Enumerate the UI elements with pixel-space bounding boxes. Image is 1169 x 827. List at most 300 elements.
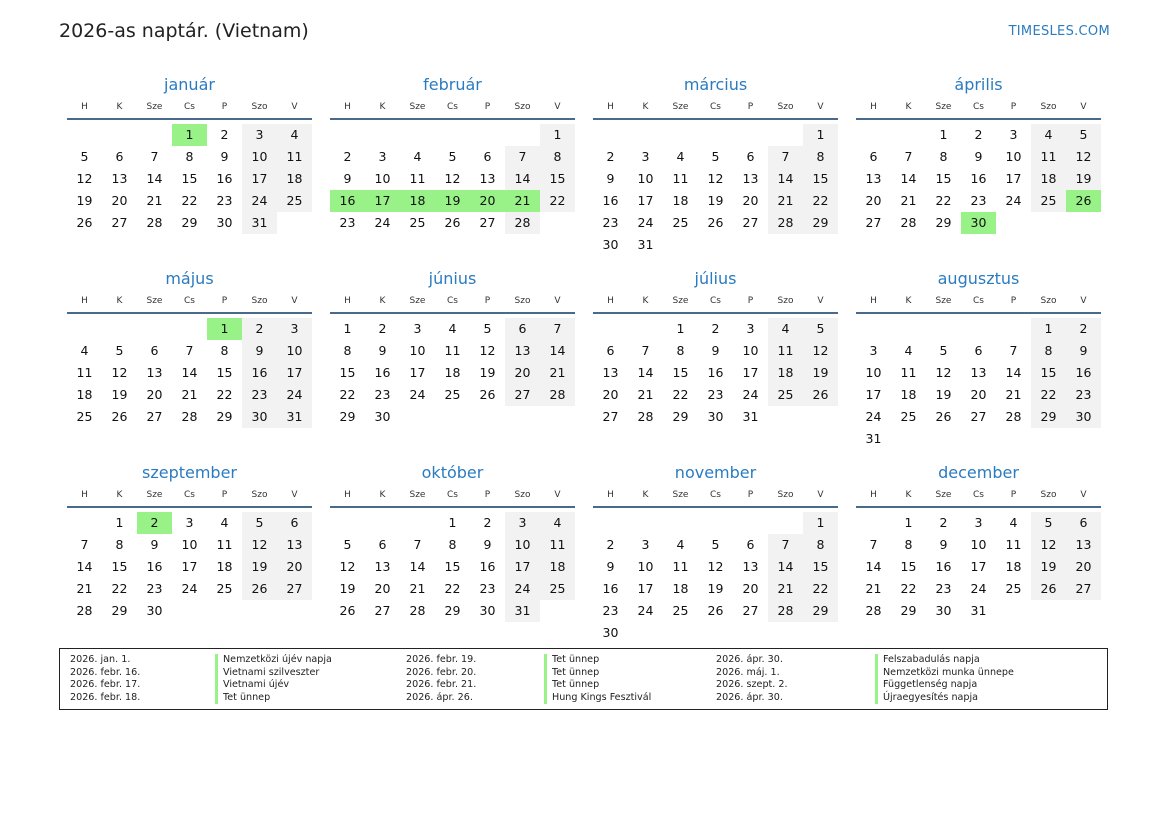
empty-cell (768, 124, 803, 146)
day-cell: 4 (1031, 124, 1066, 146)
empty-cell (593, 512, 628, 534)
day-cell: 26 (444, 215, 461, 230)
day-cell: 17 (277, 362, 312, 384)
weekday-label: P (221, 296, 228, 306)
day-cell: 18 (768, 362, 803, 384)
day-cell: 2 (606, 537, 615, 552)
day-cell: 5 (483, 321, 492, 336)
day-cell: 7 (1009, 343, 1018, 358)
day-cell: 26 (242, 578, 277, 600)
day-cell: 27 (742, 215, 759, 230)
day-cell: 15 (444, 559, 461, 574)
day-grid (330, 318, 575, 428)
weekday-label: P (484, 102, 491, 112)
day-cell: 20 (111, 193, 128, 208)
day-cell: 6 (115, 149, 124, 164)
holiday-cell: 30 (961, 212, 996, 234)
day-cell: 9 (606, 171, 615, 186)
weekday-label: K (905, 490, 912, 500)
day-cell: 10 (970, 537, 987, 552)
day-cell: 12 (1066, 146, 1101, 168)
day-cell: 28 (409, 603, 426, 618)
empty-cell (505, 124, 540, 146)
day-cell: 25 (277, 190, 312, 212)
day-cell: 30 (602, 625, 619, 640)
weekday-label: Szo (1040, 102, 1057, 112)
day-grid (593, 318, 838, 428)
day-cell: 8 (115, 537, 124, 552)
day-cell: 19 (339, 581, 356, 596)
day-cell: 23 (374, 387, 391, 402)
month-10 (330, 462, 575, 622)
day-cell: 14 (637, 365, 654, 380)
day-cell: 23 (242, 384, 277, 406)
day-cell: 20 (865, 193, 882, 208)
month-name: október (421, 463, 484, 482)
month-name: július (694, 269, 737, 288)
empty-cell (102, 124, 137, 146)
day-cell: 31 (742, 409, 759, 424)
holiday-cell: 1 (172, 124, 207, 146)
day-cell: 9 (378, 343, 387, 358)
day-cell: 25 (672, 603, 689, 618)
day-cell: 23 (339, 215, 356, 230)
day-cell: 22 (111, 581, 128, 596)
day-cell: 20 (277, 556, 312, 578)
weekday-label: V (554, 296, 561, 306)
day-cell: 9 (939, 537, 948, 552)
empty-cell (330, 124, 365, 146)
day-cell: 7 (904, 149, 913, 164)
weekday-label: Sze (672, 490, 689, 500)
day-cell: 6 (150, 343, 159, 358)
empty-cell (365, 124, 400, 146)
day-cell: 14 (505, 168, 540, 190)
day-cell: 5 (448, 149, 457, 164)
day-cell: 6 (277, 512, 312, 534)
weekday-label: P (747, 102, 754, 112)
day-cell: 20 (374, 581, 391, 596)
day-cell: 11 (216, 537, 233, 552)
day-cell: 13 (865, 171, 882, 186)
month-11 (593, 462, 838, 644)
empty-cell (67, 512, 102, 534)
day-grid (593, 512, 838, 644)
day-cell: 7 (413, 537, 422, 552)
day-cell: 26 (707, 603, 724, 618)
day-cell: 23 (602, 215, 619, 230)
day-cell: 8 (185, 149, 194, 164)
weekday-label: Sze (409, 102, 426, 112)
weekday-label: P (1010, 296, 1017, 306)
day-cell: 5 (1066, 124, 1101, 146)
day-cell: 28 (505, 212, 540, 234)
day-cell: 31 (637, 237, 654, 252)
day-cell: 13 (374, 559, 391, 574)
weekday-label: K (116, 490, 123, 500)
legend-holiday-name: Újraegyesítés napja (875, 692, 1014, 705)
empty-cell (330, 512, 365, 534)
day-cell: 12 (339, 559, 356, 574)
day-cell: 4 (540, 512, 575, 534)
empty-cell (856, 512, 891, 534)
weekday-label: V (291, 102, 298, 112)
weekday-header (856, 98, 1101, 120)
day-cell: 8 (803, 146, 838, 168)
day-cell: 14 (865, 559, 882, 574)
day-cell: 13 (742, 559, 759, 574)
weekday-label: Szo (251, 490, 268, 500)
empty-cell (891, 124, 926, 146)
day-cell: 15 (803, 168, 838, 190)
day-cell: 28 (540, 384, 575, 406)
day-cell: 25 (76, 409, 93, 424)
weekday-label: Sze (146, 296, 163, 306)
empty-cell (856, 318, 891, 340)
day-cell: 3 (641, 149, 650, 164)
day-cell: 7 (768, 534, 803, 556)
day-cell: 24 (1005, 193, 1022, 208)
legend-name-column (875, 654, 1014, 704)
weekday-label: Cs (973, 296, 984, 306)
day-cell: 19 (707, 581, 724, 596)
day-cell: 28 (865, 603, 882, 618)
weekday-label: K (116, 102, 123, 112)
weekday-label: Szo (251, 102, 268, 112)
legend-name-column (215, 654, 332, 704)
day-cell: 18 (672, 193, 689, 208)
year-calendar (67, 74, 1103, 644)
legend-holiday-name: Tet ünnep (215, 692, 332, 705)
day-cell: 20 (742, 193, 759, 208)
day-cell: 20 (970, 387, 987, 402)
day-cell: 2 (343, 149, 352, 164)
day-cell: 22 (444, 581, 461, 596)
day-cell: 14 (900, 171, 917, 186)
day-cell: 28 (768, 600, 803, 622)
day-cell: 11 (900, 365, 917, 380)
day-cell: 24 (637, 215, 654, 230)
day-cell: 24 (742, 387, 759, 402)
day-cell: 21 (540, 362, 575, 384)
weekday-header (330, 292, 575, 314)
day-cell: 11 (444, 343, 461, 358)
day-cell: 15 (672, 365, 689, 380)
empty-cell (733, 124, 768, 146)
weekday-label: V (291, 296, 298, 306)
day-cell: 5 (1031, 512, 1066, 534)
weekday-label: K (905, 102, 912, 112)
day-cell: 17 (409, 365, 426, 380)
brand-link[interactable]: TIMESLES.COM (1008, 24, 1110, 39)
day-cell: 23 (970, 193, 987, 208)
day-cell: 11 (1031, 146, 1066, 168)
day-cell: 6 (746, 149, 755, 164)
day-cell: 23 (479, 581, 496, 596)
day-cell: 5 (939, 343, 948, 358)
weekday-header (67, 98, 312, 120)
empty-cell (996, 318, 1031, 340)
holiday-cell: 26 (1066, 190, 1101, 212)
weekday-label: P (1010, 490, 1017, 500)
day-cell: 2 (483, 515, 492, 530)
day-cell: 7 (80, 537, 89, 552)
empty-cell (435, 124, 470, 146)
day-cell: 11 (409, 171, 426, 186)
day-cell: 17 (181, 559, 198, 574)
day-cell: 2 (220, 127, 229, 142)
weekday-label: H (81, 296, 88, 306)
day-grid (330, 512, 575, 622)
legend-holiday-name: Nemzetközi munka ünnepe (875, 667, 1014, 680)
day-cell: 24 (181, 581, 198, 596)
day-cell: 12 (707, 171, 724, 186)
day-cell: 30 (479, 603, 496, 618)
month-4 (856, 74, 1101, 234)
weekday-label: Szo (251, 296, 268, 306)
weekday-label: H (870, 102, 877, 112)
day-cell: 17 (970, 559, 987, 574)
weekday-label: P (1010, 102, 1017, 112)
weekday-label: Cs (184, 102, 195, 112)
weekday-label: Cs (973, 490, 984, 500)
day-cell: 2 (1066, 318, 1101, 340)
day-cell: 3 (974, 515, 983, 530)
day-cell: 13 (1066, 534, 1101, 556)
month-name: február (423, 75, 482, 94)
day-cell: 19 (1031, 556, 1066, 578)
holiday-cell: 2 (137, 512, 172, 534)
day-cell: 1 (904, 515, 913, 530)
weekday-label: H (607, 296, 614, 306)
day-cell: 7 (641, 343, 650, 358)
day-cell: 14 (768, 556, 803, 578)
day-cell: 19 (1066, 168, 1101, 190)
day-cell: 28 (768, 212, 803, 234)
empty-cell (137, 318, 172, 340)
weekday-label: Szo (777, 102, 794, 112)
weekday-label: V (1080, 490, 1087, 500)
day-cell: 30 (707, 409, 724, 424)
day-cell: 10 (742, 343, 759, 358)
day-cell: 17 (637, 581, 654, 596)
legend-date-column (70, 654, 140, 704)
empty-cell (67, 124, 102, 146)
day-cell: 23 (602, 603, 619, 618)
day-cell: 26 (479, 387, 496, 402)
day-cell: 19 (707, 193, 724, 208)
day-cell: 3 (185, 515, 194, 530)
legend-holiday-name: Vietnami újév (215, 679, 332, 692)
weekday-label: K (642, 490, 649, 500)
day-cell: 4 (1009, 515, 1018, 530)
legend-date: 2026. febr. 19. (406, 654, 477, 665)
weekday-label: Cs (184, 296, 195, 306)
day-cell: 15 (540, 168, 575, 190)
weekday-label: V (817, 102, 824, 112)
day-cell: 16 (1066, 362, 1101, 384)
day-cell: 10 (181, 537, 198, 552)
day-cell: 4 (80, 343, 89, 358)
day-grid (856, 512, 1101, 622)
day-cell: 25 (768, 384, 803, 406)
day-cell: 29 (672, 409, 689, 424)
legend-name-column (544, 654, 651, 704)
day-cell: 8 (939, 149, 948, 164)
weekday-label: Cs (447, 296, 458, 306)
weekday-header (593, 292, 838, 314)
day-cell: 3 (413, 321, 422, 336)
day-cell: 29 (444, 603, 461, 618)
weekday-label: K (379, 102, 386, 112)
weekday-header (593, 98, 838, 120)
legend-date: 2026. febr. 18. (70, 691, 141, 703)
day-cell: 14 (768, 168, 803, 190)
day-cell: 27 (479, 215, 496, 230)
day-cell: 21 (865, 581, 882, 596)
weekday-label: V (817, 490, 824, 500)
month-name: március (683, 75, 748, 94)
weekday-label: K (379, 490, 386, 500)
day-cell: 1 (448, 515, 457, 530)
empty-cell (698, 512, 733, 534)
day-cell: 27 (111, 215, 128, 230)
legend-holiday-name: Nemzetközi újév napja (215, 654, 332, 667)
day-cell: 14 (146, 171, 163, 186)
day-cell: 5 (343, 537, 352, 552)
empty-cell (663, 124, 698, 146)
day-grid (593, 124, 838, 256)
day-cell: 6 (606, 343, 615, 358)
day-cell: 10 (277, 340, 312, 362)
month-5 (67, 268, 312, 428)
day-cell: 26 (111, 409, 128, 424)
day-cell: 1 (676, 321, 685, 336)
holiday-cell: 19 (435, 190, 470, 212)
day-cell: 20 (146, 387, 163, 402)
day-cell: 10 (637, 559, 654, 574)
empty-cell (628, 318, 663, 340)
empty-cell (926, 318, 961, 340)
weekday-label: V (291, 490, 298, 500)
day-cell: 16 (707, 365, 724, 380)
day-cell: 4 (676, 149, 685, 164)
day-cell: 27 (146, 409, 163, 424)
weekday-label: V (817, 296, 824, 306)
day-cell: 29 (803, 600, 838, 622)
legend-holiday-name: Felszabadulás napja (875, 654, 1014, 667)
day-cell: 12 (444, 171, 461, 186)
weekday-label: Cs (447, 102, 458, 112)
day-cell: 10 (1005, 149, 1022, 164)
day-grid (330, 124, 575, 234)
day-cell: 17 (1005, 171, 1022, 186)
day-cell: 4 (277, 124, 312, 146)
day-cell: 12 (707, 559, 724, 574)
day-cell: 26 (1031, 578, 1066, 600)
day-cell: 14 (540, 340, 575, 362)
day-cell: 24 (374, 215, 391, 230)
weekday-label: H (607, 102, 614, 112)
empty-cell (593, 124, 628, 146)
day-cell: 15 (900, 559, 917, 574)
day-grid (856, 318, 1101, 450)
month-name: január (164, 75, 215, 94)
day-cell: 8 (904, 537, 913, 552)
day-cell: 27 (970, 409, 987, 424)
day-cell: 13 (146, 365, 163, 380)
day-cell: 27 (374, 603, 391, 618)
holiday-cell: 20 (470, 190, 505, 212)
day-cell: 6 (505, 318, 540, 340)
day-cell: 8 (343, 343, 352, 358)
day-cell: 3 (242, 124, 277, 146)
weekday-label: P (484, 296, 491, 306)
empty-cell (733, 512, 768, 534)
day-cell: 10 (637, 171, 654, 186)
holiday-cell: 18 (400, 190, 435, 212)
day-cell: 16 (146, 559, 163, 574)
day-cell: 18 (76, 387, 93, 402)
weekday-label: P (747, 296, 754, 306)
month-name: április (954, 75, 1003, 94)
day-cell: 30 (935, 603, 952, 618)
day-cell: 7 (505, 146, 540, 168)
day-cell: 28 (637, 409, 654, 424)
day-cell: 10 (505, 534, 540, 556)
legend-date: 2026. máj. 1. (716, 666, 780, 678)
day-cell: 3 (277, 318, 312, 340)
day-cell: 30 (146, 603, 163, 618)
legend-date-column (406, 654, 476, 704)
legend-date: 2026. ápr. 30. (716, 691, 783, 703)
day-cell: 24 (409, 387, 426, 402)
day-cell: 26 (339, 603, 356, 618)
day-cell: 4 (768, 318, 803, 340)
day-cell: 25 (409, 215, 426, 230)
day-cell: 15 (111, 559, 128, 574)
day-cell: 7 (768, 146, 803, 168)
day-cell: 29 (111, 603, 128, 618)
day-cell: 9 (711, 343, 720, 358)
day-cell: 17 (742, 365, 759, 380)
empty-cell (593, 318, 628, 340)
weekday-label: V (554, 490, 561, 500)
day-cell: 22 (181, 193, 198, 208)
weekday-label: Szo (514, 296, 531, 306)
weekday-label: P (747, 490, 754, 500)
legend-date: 2026. febr. 20. (406, 666, 477, 678)
weekday-header (330, 486, 575, 508)
weekday-label: Szo (514, 490, 531, 500)
day-cell: 23 (1066, 384, 1101, 406)
day-cell: 15 (216, 365, 233, 380)
day-cell: 3 (378, 149, 387, 164)
day-cell: 7 (540, 318, 575, 340)
day-cell: 13 (111, 171, 128, 186)
weekday-label: P (484, 490, 491, 500)
empty-cell (891, 318, 926, 340)
day-cell: 25 (540, 578, 575, 600)
day-cell: 16 (242, 362, 277, 384)
day-cell: 1 (115, 515, 124, 530)
day-cell: 12 (111, 365, 128, 380)
empty-cell (137, 124, 172, 146)
day-cell: 16 (216, 171, 233, 186)
weekday-label: Cs (710, 296, 721, 306)
empty-cell (768, 512, 803, 534)
weekday-label: Cs (447, 490, 458, 500)
